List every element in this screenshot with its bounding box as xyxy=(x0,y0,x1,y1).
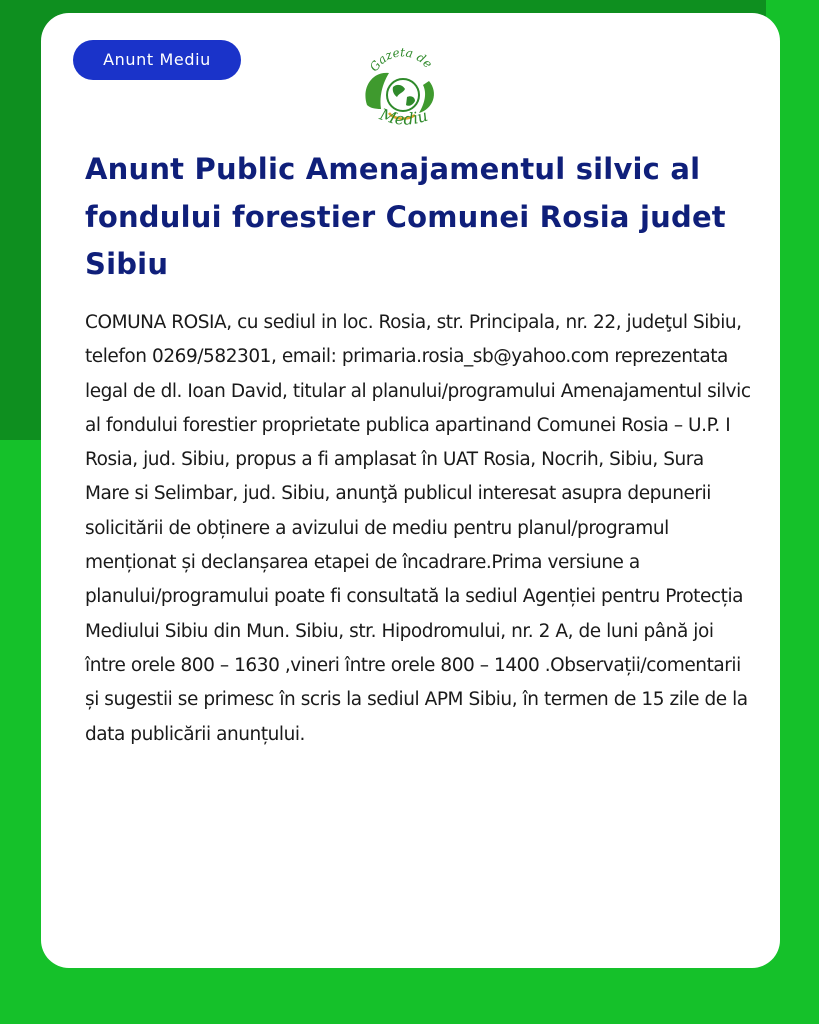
logo-text-top: Gazeta de xyxy=(366,45,436,75)
svg-text:Gazeta de xyxy=(367,45,435,74)
article-title: Anunt Public Amenajamentul silvic al fondului forestier Comunei Rosia judet Sibiu xyxy=(85,152,726,281)
logo-text-bottom: Mediu xyxy=(377,104,431,129)
article-body: COMUNA ROSIA, cu sediul in loc. Rosia, str. Principala, nr. 22, judeţul Sibiu, telefon 0269/582301, email: primaria.rosia_sb@yahoo.com reprezentata legal de dl. Ioan David, titular al planului/programului Amenajamentul silvic al fondului forestier proprietate publica apartinand Comunei Rosia – U.P. I Rosia, jud. Sibiu, propus a fi amplasat în UAT Rosia, Nocrih, Sibiu, Sura Mare si Selimbar, jud. Sibiu, anunţă publicul interesat asupra depunerii solicitării de obținere a avizului de mediu pentru planul/programul menționat și declanșarea etapei de încadrare.Prima versiune a planului/programului poate fi consultată la sediul Agenției pentru Protecția Mediului Sibiu din Mun. Sibiu, str. Hipodromului, nr. 2 A, de luni până joi între orele 800 – 1630 ,vineri între orele 800 – 1400 .Observații/comentarii și sugestii se primesc în scris la sediul APM Sibiu, în termen de 15 zile de la data publicării anunțului. xyxy=(85,312,751,745)
gazeta-de-mediu-logo xyxy=(359,43,445,133)
post-card xyxy=(41,13,780,968)
leaf-icon xyxy=(365,73,389,109)
category-badge[interactable]: Anunt Mediu xyxy=(73,40,241,80)
globe-icon xyxy=(387,79,419,111)
